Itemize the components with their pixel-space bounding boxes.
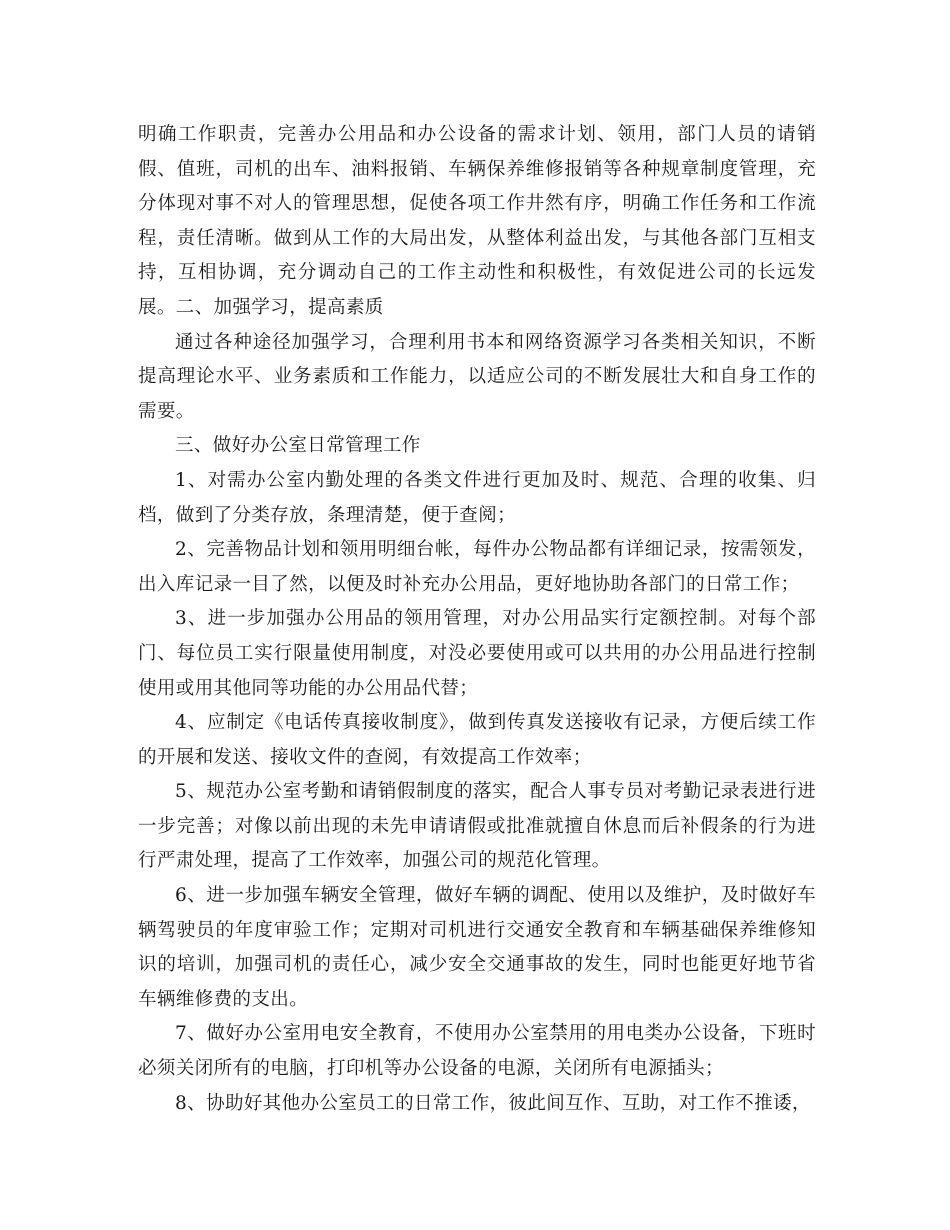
list-item-3: 3、进一步加强办公用品的领用管理，对办公用品实行定额控制。对每个部门、每位员工实行限量使用制度，对没必要使用或可以共用的办公用品进行控制使用或用其他同等功能的办公用品代替；: [138, 608, 816, 699]
list-item-5: 5、规范办公室考勤和请销假制度的落实，配合人事专员对考勤记录表进行进一步完善；对像以前出现的未先申请请假或批准就擅自休息而后补假条的行为进行严肃处理，提高了工作效率，加强公司的规范化管理。: [138, 781, 816, 872]
list-item-8: 8、协助好其他办公室员工的日常工作，彼此间互作、互助，对工作不推诿，: [175, 1092, 811, 1114]
list-item-6: 6、进一步加强车辆安全管理，做好车辆的调配、使用以及维护，及时做好车辆驾驶员的年度审验工作；定期对司机进行交通安全教育和车辆基础保养维修知识的培训，加强司机的责任心，减少安全交通事故的发生，同时也能更好地节省车辆维修费的支出。: [138, 885, 816, 1010]
section-heading-office-management: 三、做好办公室日常管理工作: [175, 435, 421, 457]
list-item-2: 2、完善物品计划和领用明细台帐，每件办公物品都有详细记录，按需领发，出入库记录一目了然，以便及时补充办公用品，更好地协助各部门的日常工作；: [138, 539, 816, 595]
list-item-4: 4、应制定《电话传真接收制度》，做到传真发送接收有记录，方便后续工作的开展和发送、接收文件的查阅，有效提高工作效率；: [138, 712, 816, 768]
list-item-7: 7、做好办公室用电安全教育，不使用办公室禁用的用电类办公设备，下班时必须关闭所有的电脑，打印机等办公设备的电源，关闭所有电源插头；: [138, 1023, 816, 1080]
document-body: [138, 118, 816, 1121]
paragraph-study: 通过各种途径加强学习，合理利用书本和网络资源学习各类相关知识，不断提高理论水平、业务素质和工作能力，以适应公司的不断发展壮大和自身工作的需要。: [138, 331, 816, 422]
list-item-1: 1、对需办公室内勤处理的各类文件进行更加及时、规范、合理的收集、归档，做到了分类存放，条理清楚，便于查阅；: [138, 469, 816, 526]
paragraph-duties: 明确工作职责，完善办公用品和办公设备的需求计划、领用，部门人员的请销假、值班，司机的出车、油料报销、车辆保养维修报销等各种规章制度管理，充分体现对事不对人的管理思想，促使各项工作井然有序，明确工作任务和工作流程，责任清晰。做到从工作的大局出发，从整体利益出发，与其他各部门互相支持，互相协调，充分调动自己的工作主动性和积极性，有效促进公司的长远发展。二、加强学习，提高素质: [138, 124, 816, 318]
